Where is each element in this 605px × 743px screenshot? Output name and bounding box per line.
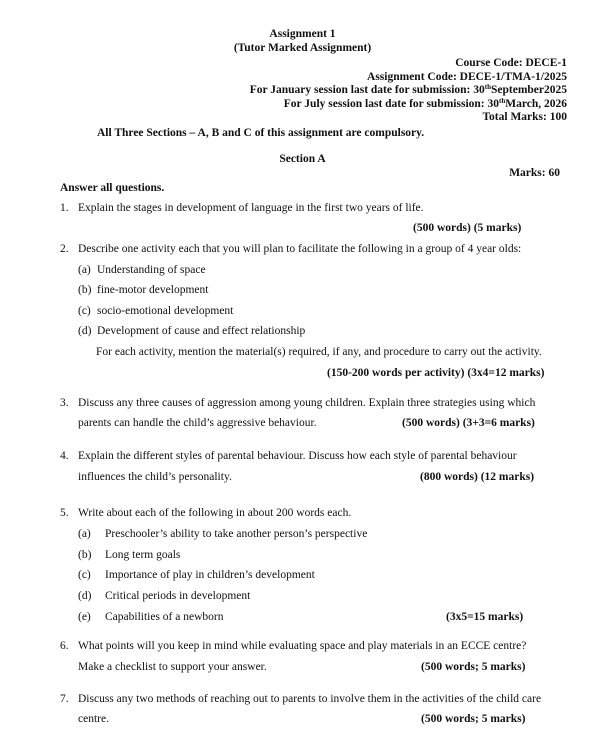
question-7-marks: (500 words; 5 marks) [421,713,526,725]
answer-all-heading: Answer all questions. [60,182,165,194]
question-2-note: For each activity, mention the material(s) required, if any, and procedure to carry out the activity. [96,346,542,358]
question-4-marks: (800 words) (12 marks) [420,471,535,483]
question-2-marks: (150-200 words per activity) (3x4=12 marks) [327,367,545,379]
question-text: Discuss any two methods of reaching out to parents to involve them in the activities of the child care [78,693,542,705]
question-number: 7. [60,693,69,705]
question-text: Explain the different styles of parental behaviour. Discuss how each style of parental behaviour [78,450,517,462]
course-code: Course Code: DECE-1 [455,57,567,69]
question-text: Explain the stages in development of language in the first two years of life. [78,202,424,214]
january-deadline: For January session last date for submission: 30thSeptember2025 [249,83,567,96]
july-deadline: For July session last date for submission: 30thMarch, 2026 [283,97,567,110]
assignment-title: Assignment 1 [269,28,336,40]
question-number: 6. [60,640,69,652]
compulsory-instruction: All Three Sections – A, B and C of this assignment are compulsory. [97,127,425,139]
question-text: Discuss any three causes of aggression among young children. Explain three strategies using which [78,397,536,409]
question-1-marks: (500 words) (5 marks) [413,222,522,234]
question-3-line2: parents can handle the child’s aggressive behaviour. [78,417,317,429]
question-5-marks: (3x5=15 marks) [446,611,524,623]
assignment-subtitle: (Tutor Marked Assignment) [233,42,372,54]
question-6-marks: (500 words; 5 marks) [421,661,526,673]
section-title: Section A [279,153,326,165]
question-number: 5. [60,507,69,519]
question-number: 4. [60,450,69,462]
total-marks: Total Marks: 100 [482,111,567,123]
question-text: What points will you keep in mind while evaluating space and play materials in an ECCE centre? [78,640,527,652]
question-text: Write about each of the following in about 200 words each. [78,507,352,519]
assignment-code: Assignment Code: DECE-1/TMA-1/2025 [367,71,567,83]
question-7-line2: centre. [78,713,109,725]
question-3-marks: (500 words) (3+3=6 marks) [402,417,535,429]
question-number: 3. [60,397,69,409]
question-6-line2: Make a checklist to support your answer. [78,661,267,673]
assignment-page: Assignment 1 (Tutor Marked Assignment) Course Code: DECE-1 Assignment Code: DECE-1/TMA-1/2025 For January session last date for submission: 30thSeptember2025 For July session last date for submission: 30thMarch, 2026 Total Marks: 100 All Three Sections – A, B and C of this assignment are compulsory. Section A Marks: 60 Answer all questions. 1. Explain the stages in development of language in the first two years of life. (500 words) (5 marks) 2. Describe one activity each that you will plan to facilitate the following in a group of 4 year olds: (a) Understanding of space (b) fine-motor development (c) socio-emotional development (d) Development of cause and effect relationship For each activity, mention the material(s) required, if any, and procedure to carry out the activity. (150-200 words per activity) (3x4=12 marks) 3. Discuss any three causes of aggression among young children. Explain three strategies using which parents can handle the child’s aggressive behaviour. (500 words) (3+3=6 marks) 4. Explain the different styles of parental behaviour. Discuss how each style of parental behaviour influences the child’s personality. (800 words) (12 marks) 5. Write about each of the following in about 200 words each. (a) Preschooler’s ability to take another person’s perspective (b) Long term goals (c) Importance of play in children’s development (d) Critical periods in development (e) Capabilities of a newborn (3x5=15 marks) 6. What points will you keep in mind while evaluating space and play materials in an ECCE centre? Make a checklist to support your answer. (500 words; 5 marks) 7. Discuss any two methods of reaching out to parents to involve them in the activities of the child care centre. (500 words; 5 marks) [0,0,605,743]
question-number: 2. [60,243,69,255]
question-text: Describe one activity each that you will plan to facilitate the following in a group of 4 year olds: [78,243,522,255]
question-4-line2: influences the child’s personality. [78,471,232,483]
question-number: 1. [60,202,69,214]
section-marks: Marks: 60 [509,167,560,179]
